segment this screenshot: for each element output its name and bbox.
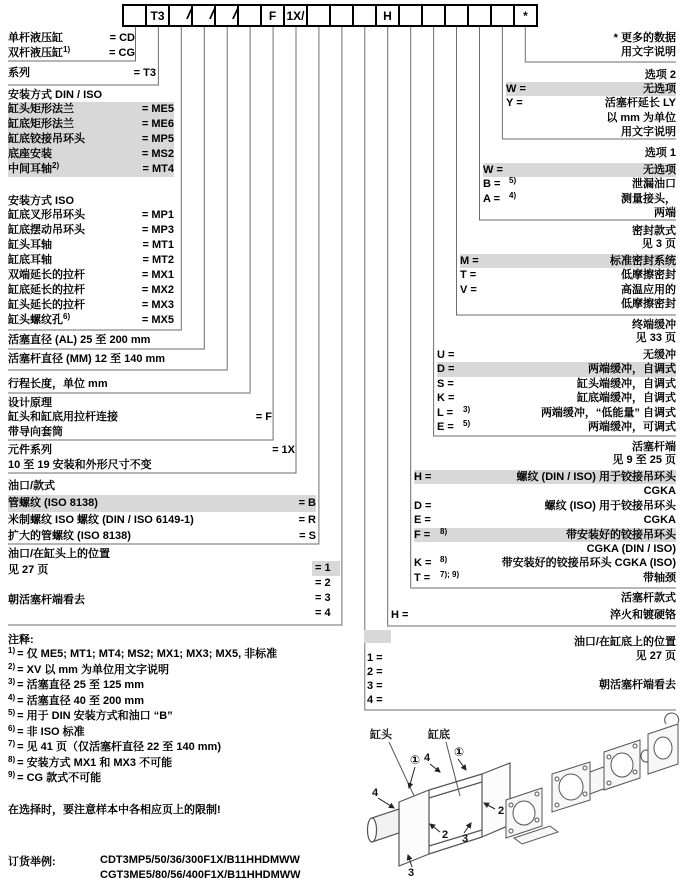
- port-marker-7: 3: [462, 833, 469, 845]
- option-label: 缸底端缓冲，自调式: [577, 392, 676, 405]
- section-title: 安装方式 ISO: [8, 195, 75, 207]
- option-label: 底座安装: [8, 148, 52, 160]
- option-code: [460, 297, 486, 311]
- note-item: [8, 725, 388, 741]
- code-box: [490, 4, 515, 27]
- option-code: [506, 111, 532, 125]
- option-row: T = 7); 9) 带轴颈: [414, 569, 676, 584]
- option-label: 测量接头，: [621, 192, 676, 205]
- section-title: 油口/款式: [8, 480, 56, 492]
- option-row: [8, 66, 156, 81]
- option-row: 缸头螺纹孔 6) = MX5: [8, 312, 174, 326]
- section-title: 选项 2: [644, 69, 676, 81]
- note-item: [8, 663, 388, 679]
- position-code: 3 =: [367, 680, 383, 692]
- option-row: [8, 208, 174, 223]
- code-box: [421, 4, 446, 27]
- section-cylinder-type: [8, 31, 135, 61]
- option-code: = MS2: [141, 148, 174, 160]
- option-row: [437, 348, 676, 362]
- option-code: M =: [460, 255, 479, 267]
- note-number: 4): [8, 692, 16, 702]
- option-row: 双杆液压缸 1) = CG: [8, 45, 135, 59]
- option-label: 管螺纹 (ISO 8138): [8, 497, 98, 509]
- option-row: [506, 82, 676, 96]
- note-number: 2): [8, 661, 16, 671]
- code-box-label: *: [523, 8, 528, 23]
- option-code: = MP3: [141, 224, 174, 236]
- option-label: 元件系列: [8, 444, 52, 456]
- option-label: 缸头矩形法兰: [8, 103, 74, 115]
- note-number: 3): [8, 677, 16, 686]
- note-text: = XV 以 mm 为单位用文字说明: [17, 663, 170, 676]
- option-code: S =: [437, 377, 454, 390]
- option-label: 缸底矩形法兰: [8, 118, 74, 130]
- option-row: [8, 283, 174, 298]
- position-code: = 1: [312, 561, 340, 576]
- design-rows: [8, 410, 272, 440]
- note-number: 1): [8, 646, 16, 655]
- cylinder-illustration: [356, 712, 682, 884]
- option-row: [414, 484, 676, 498]
- port-marker-5: 2: [498, 805, 505, 817]
- option-label: 两端缓冲，可调式: [588, 420, 676, 433]
- star-note-line: 用文字说明: [621, 46, 676, 58]
- option-row: [8, 443, 295, 458]
- option2-rows: [506, 82, 676, 140]
- option-code: [506, 125, 532, 139]
- option-row: [437, 377, 676, 391]
- option-code: [483, 206, 509, 220]
- option-row: [8, 528, 316, 545]
- code-box: [513, 4, 538, 27]
- section-series: [8, 66, 156, 81]
- option-label: 低摩擦密封: [621, 269, 676, 282]
- section-title: 活塞杆端: [632, 441, 676, 453]
- option-row: [8, 458, 295, 473]
- option-code: U =: [437, 349, 455, 361]
- option-code: = CG: [109, 47, 135, 59]
- note-item: [8, 694, 388, 710]
- option-code: = MX2: [141, 284, 174, 296]
- note-item: [8, 647, 388, 663]
- option-row: [460, 268, 676, 282]
- note-text: = 活塞直径 25 至 125 mm: [17, 679, 144, 691]
- option-code: = B: [298, 497, 316, 509]
- section-title: 设计原理: [8, 397, 52, 409]
- option-label: 缸底延长的拉杆: [8, 284, 85, 296]
- see-page-ref: 见 27 页: [635, 650, 676, 662]
- code-box: [444, 4, 469, 27]
- option-code: T =: [460, 269, 477, 282]
- code-box: [260, 4, 285, 27]
- option-row: [8, 147, 174, 162]
- option-row: [460, 297, 676, 311]
- option-code: = MT4: [142, 163, 174, 175]
- rod-style-rows: [391, 608, 676, 622]
- view-direction-note: 朝活塞杆端看去: [599, 679, 676, 691]
- option-code: = T3: [133, 67, 156, 79]
- option-row: [414, 542, 676, 556]
- port-marker-4: 4: [372, 787, 379, 799]
- option-row: [506, 125, 676, 139]
- option-label: 缸头端缓冲，自调式: [577, 377, 676, 390]
- option-label: 以 mm 为单位: [606, 111, 676, 124]
- option-label: 低摩擦密封: [621, 298, 676, 311]
- option-row: [8, 298, 174, 313]
- option-row: A = 4) 测量接头，: [483, 190, 676, 205]
- option-label: 带导向套筒: [8, 426, 63, 438]
- option-code: K =: [437, 392, 455, 405]
- rod-end-rows: [414, 470, 676, 585]
- code-box: [398, 4, 423, 27]
- section-port-position-cap: [367, 628, 676, 708]
- see-page-ref: 见 3 页: [641, 238, 676, 250]
- option-code: V =: [460, 283, 477, 296]
- option-label: 泄漏油口: [632, 178, 676, 191]
- option-row: [506, 111, 676, 125]
- code-box: [122, 4, 147, 27]
- option-row: L = 3) 两端缓冲，“低能量” 自调式: [437, 404, 676, 419]
- option-label: 无选项: [643, 164, 676, 176]
- option-code: = R: [298, 513, 316, 526]
- option-label: 两端缓冲，“低能量” 自调式: [540, 406, 676, 419]
- option-code: = MT2: [142, 254, 174, 266]
- option-row: [8, 132, 174, 147]
- code-box-label: /: [231, 5, 240, 24]
- option-row: B = 5) 泄漏油口: [483, 176, 676, 191]
- option-label: 10 至 19 安装和外形尺寸不变: [8, 459, 152, 471]
- option-label: 用文字说明: [621, 126, 676, 139]
- option-label: CGKA: [643, 485, 676, 498]
- code-box: [306, 4, 331, 27]
- code-box-label: T3: [150, 8, 165, 23]
- order-example-code: CDT3MP5/50/36/300F1X/B11HHDMWW: [100, 854, 300, 866]
- position-code: 2 =: [367, 666, 383, 678]
- code-box: [352, 4, 377, 27]
- code-box: [467, 4, 492, 27]
- code-box-label: H: [383, 8, 392, 23]
- option-code: = F: [255, 411, 272, 423]
- cap-label: 缸底: [428, 729, 450, 741]
- option-row: 中间耳轴 2) = MT4: [8, 161, 174, 175]
- option-row: [414, 470, 676, 484]
- option-row: [8, 238, 174, 253]
- option-code: E =: [437, 420, 454, 433]
- section-mounting-iso: [8, 194, 174, 328]
- view-direction-note: 朝活塞杆端看去: [8, 594, 85, 606]
- note-text: = 安装方式 MX1 和 MX3 不可能: [17, 756, 173, 769]
- note-item: [8, 740, 388, 756]
- port-marker-3: ①: [454, 745, 465, 759]
- section-title: 选项 1: [644, 147, 676, 159]
- code-box: [375, 4, 400, 27]
- option-code: F =: [414, 528, 431, 541]
- notes-list: [8, 647, 388, 787]
- code-box-label: 1X/: [286, 8, 305, 23]
- option-label: 标准密封系统: [610, 255, 676, 267]
- position-code: 4 =: [367, 694, 383, 706]
- note-number: 8): [8, 754, 16, 764]
- option-row: [391, 608, 676, 622]
- option-label: 扩大的管螺纹 (ISO 8138): [8, 530, 131, 542]
- option-code: W =: [483, 164, 503, 176]
- option-label: 双端延长的拉杆: [8, 269, 85, 281]
- option-row: [414, 499, 676, 513]
- option-code: = 1X: [272, 444, 295, 456]
- code-box-label: /: [208, 5, 217, 24]
- option-label: 系列: [8, 67, 30, 79]
- option-row: [8, 495, 316, 512]
- cylinder-drawing: [368, 763, 511, 866]
- section-title: 密封款式: [632, 225, 676, 237]
- mounting-din-rows: [8, 102, 174, 177]
- option-label: 无缓冲: [643, 349, 676, 361]
- option-code: = MP5: [141, 133, 174, 145]
- order-example-code: CGT3ME5/80/56/400F1X/B11HHDMWW: [100, 869, 301, 881]
- option-code: Y =: [506, 97, 523, 110]
- option-row: [483, 206, 676, 220]
- option-code: D =: [414, 499, 432, 512]
- option-row: [414, 513, 676, 527]
- option-code: T =: [414, 571, 431, 584]
- see-page-ref: 见 9 至 25 页: [612, 454, 676, 466]
- option-label: 高温应用的: [621, 283, 676, 296]
- option-row: K = 8) 带安装好的铰接吊环头 CGKA (ISO): [414, 555, 676, 570]
- option-code: [414, 542, 440, 556]
- port-marker-8: 3: [408, 867, 415, 879]
- cushioning-rows: [437, 348, 676, 434]
- port-marker-2: 4: [424, 752, 431, 764]
- option-label: 螺纹 (ISO) 用于铰接吊环头: [544, 499, 676, 512]
- option-label: 缸底耳轴: [8, 254, 52, 266]
- position-code: = 4: [315, 607, 331, 619]
- code-box-label: /: [185, 5, 194, 24]
- code-box: [145, 4, 170, 27]
- mounting-accessories-drawing: [506, 713, 679, 844]
- section-seals: [460, 224, 676, 312]
- section-rod-diameter: 活塞杆直径 (MM) 12 至 140 mm: [8, 353, 166, 365]
- code-box: [231, 4, 262, 27]
- option-label: 活塞杆延长 LY: [604, 97, 676, 110]
- option-label: 缸底叉形吊环头: [8, 209, 85, 221]
- section-rod-end: [414, 440, 676, 585]
- ports-rows: [8, 495, 316, 545]
- empty-code-slot: [364, 630, 391, 643]
- note-item: [8, 771, 388, 787]
- section-mounting-din-iso: [8, 88, 174, 177]
- note-text: = 活塞直径 40 至 200 mm: [17, 694, 144, 707]
- notes-title: 注释:: [8, 634, 34, 646]
- option-row: [506, 96, 676, 110]
- port-marker-1: ①: [410, 753, 421, 767]
- code-box-row: [124, 4, 538, 27]
- option-row: [460, 283, 676, 297]
- option-code: = S: [299, 530, 316, 542]
- option-label: 单杆液压缸: [8, 32, 63, 44]
- section-title: 终端缓冲: [632, 319, 676, 331]
- section-port-position-head: [8, 547, 341, 623]
- option-code: H =: [414, 471, 432, 483]
- option-row: [8, 102, 174, 117]
- option-row: [8, 117, 174, 132]
- option-row: [8, 31, 135, 46]
- option-label: 带安装好的铰接吊环头: [566, 528, 676, 541]
- note-text: = CG 款式不可能: [17, 772, 102, 784]
- option-row: [8, 253, 174, 268]
- port-marker-6: 2: [442, 829, 449, 841]
- option-code: = MX3: [141, 299, 174, 311]
- section-title: 油口/在缸头上的位置: [8, 548, 111, 560]
- note-item: [8, 678, 388, 694]
- option-row: [8, 425, 272, 440]
- option-code: D =: [437, 363, 455, 376]
- option-label: 带安装好的铰接吊环头 CGKA (ISO): [501, 557, 676, 570]
- head-label: 缸头: [370, 729, 392, 741]
- note-number: 5): [8, 708, 16, 717]
- section-notes: [8, 633, 388, 787]
- note-item: [8, 709, 388, 725]
- see-page-ref: 见 27 页: [8, 564, 49, 576]
- note-number: 7): [8, 739, 16, 748]
- option-label: CGKA (DIN / ISO): [586, 542, 676, 555]
- option-code: = CD: [109, 32, 135, 44]
- option-label: 双杆液压缸: [8, 47, 63, 59]
- order-example-codes: [100, 853, 301, 883]
- option-code: = MX5: [141, 314, 174, 326]
- option-row: [8, 268, 174, 283]
- position-code: = 2: [315, 577, 331, 589]
- option-row: F = 8) 带安装好的铰接吊环头: [414, 526, 676, 541]
- option-code: W =: [506, 83, 526, 95]
- section-title: 活塞杆款式: [621, 592, 676, 604]
- see-page-ref: 见 33 页: [635, 332, 676, 344]
- position-code: 1 =: [367, 652, 383, 664]
- code-box-label: F: [268, 8, 277, 23]
- position-codes: [367, 651, 397, 707]
- option-row: [483, 163, 676, 177]
- option-label: 带轴颈: [643, 571, 676, 584]
- note-text: = 见 41 页（仅活塞杆直径 22 至 140 mm): [17, 741, 221, 753]
- section-star-note: [528, 31, 676, 59]
- option-code: = MP1: [141, 209, 174, 221]
- option-label: 淬火和镀硬铬: [610, 609, 676, 621]
- note-number: 9): [8, 770, 16, 779]
- option-code: H =: [391, 609, 409, 621]
- option-code: K =: [414, 557, 432, 570]
- option-code: = MT1: [142, 239, 174, 251]
- option-label: CGKA: [643, 514, 676, 527]
- section-piston-diameter: 活塞直径 (AL) 25 至 200 mm: [8, 334, 151, 346]
- section-title: 安装方式 DIN / ISO: [8, 89, 103, 101]
- option-label: 缸底铰接吊环头: [8, 133, 85, 145]
- position-codes: [312, 561, 340, 621]
- mounting-iso-rows: [8, 208, 174, 328]
- note-number: 6): [8, 723, 16, 733]
- seals-rows: [460, 254, 676, 312]
- option-label: 中间耳轴: [8, 163, 52, 175]
- option-label: 缸头和缸底用拉杆连接: [8, 411, 118, 423]
- section-component-series: [8, 443, 295, 473]
- star-note-line: * 更多的数据: [613, 32, 676, 44]
- option-row: [437, 391, 676, 405]
- option-label: 缸底摆动吊环头: [8, 224, 85, 236]
- section-cushioning: [437, 318, 676, 434]
- option-row: [8, 223, 174, 238]
- section-option2: [506, 68, 676, 140]
- option-code: [414, 484, 440, 498]
- note-text: = 用于 DIN 安装方式和油口 “B”: [17, 710, 173, 722]
- option-code: = ME5: [141, 103, 174, 115]
- option-row: E = 5) 两端缓冲，可调式: [437, 418, 676, 433]
- option1-rows: [483, 163, 676, 221]
- option-code: = ME6: [141, 118, 174, 130]
- option-label: 两端: [654, 207, 676, 220]
- option-row: [437, 362, 676, 376]
- note-text: = 非 ISO 标准: [17, 725, 85, 738]
- section-option1: [483, 146, 676, 221]
- position-code: = 3: [315, 592, 331, 604]
- restriction-note: 在选择时，要注意样本中各相应页上的限制!: [8, 804, 221, 816]
- option-label: 缸头耳轴: [8, 239, 52, 251]
- option-code: L =: [437, 406, 454, 419]
- option-label: 缸头延长的拉杆: [8, 299, 85, 311]
- option-label: 两端缓冲，自调式: [588, 363, 676, 376]
- option-code: A =: [483, 192, 501, 205]
- option-row: [460, 254, 676, 268]
- section-design-principle: [8, 396, 272, 440]
- option-row: [8, 512, 316, 529]
- option-label: 无选项: [643, 83, 676, 95]
- option-label: 米制螺纹 ISO 螺纹 (DIN / ISO 6149-1): [8, 513, 194, 526]
- option-label: 缸头螺纹孔: [8, 314, 63, 326]
- note-text: = 仅 ME5; MT1; MT4; MS2; MX1; MX3; MX5, 非标准: [17, 648, 278, 660]
- section-stroke-length: 行程长度，单位 mm: [8, 378, 108, 390]
- option-label: 螺纹 (DIN / ISO) 用于铰接吊环头: [516, 471, 676, 483]
- order-example-label: 订货举例:: [8, 856, 56, 868]
- option-code: = MX1: [141, 269, 174, 281]
- option-code: E =: [414, 514, 431, 527]
- section-rod-style: [391, 591, 676, 622]
- option-code: B =: [483, 178, 501, 191]
- section-order-example: [8, 853, 301, 883]
- section-ports-style: [8, 479, 316, 545]
- option-row: [8, 410, 272, 425]
- code-box: [329, 4, 354, 27]
- note-item: [8, 756, 388, 772]
- code-box: [283, 4, 308, 27]
- section-title: 油口/在缸底上的位置: [573, 636, 676, 648]
